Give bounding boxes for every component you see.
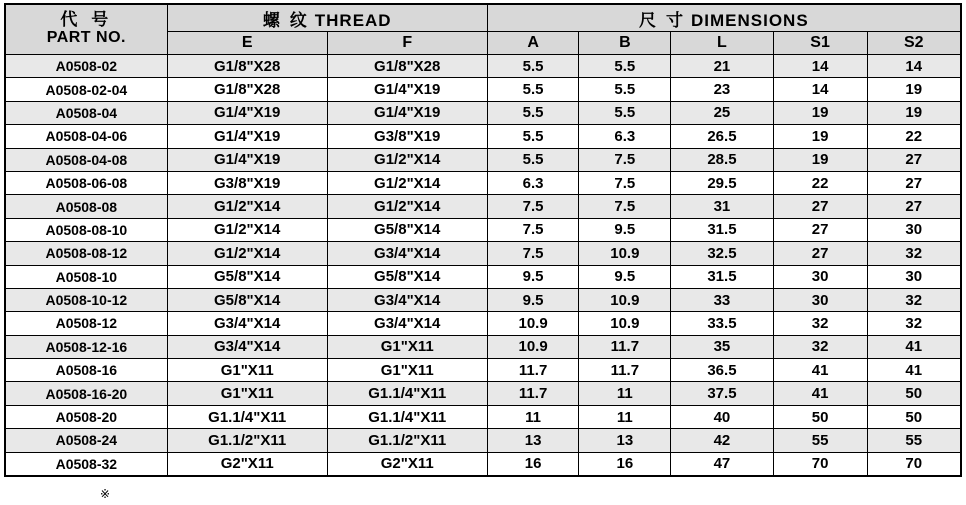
cell-dim-a: 7.5	[487, 242, 579, 265]
cell-dim-a: 11.7	[487, 359, 579, 382]
cell-dim-s1: 27	[773, 195, 867, 218]
cell-thread-e: G5/8"X14	[167, 265, 327, 288]
header-part-no	[5, 4, 167, 55]
cell-dim-l: 31	[671, 195, 773, 218]
cell-dim-a: 7.5	[487, 218, 579, 241]
table-row	[5, 171, 961, 194]
cell-thread-e: G1/4"X19	[167, 101, 327, 124]
cell-thread-f: G1/8"X28	[327, 55, 487, 78]
header-dimensions-cn: 尺 寸	[639, 10, 685, 31]
cell-dim-s2: 27	[867, 195, 961, 218]
cell-part-no: A0508-04-06	[5, 125, 167, 148]
cell-dim-l: 28.5	[671, 148, 773, 171]
header-thread-cn: 螺 纹	[262, 10, 309, 31]
cell-thread-f: G1"X11	[327, 359, 487, 382]
cell-thread-f: G1/2"X14	[327, 148, 487, 171]
header-thread-en: THREAD	[314, 10, 392, 30]
cell-dim-s1: 50	[773, 405, 867, 428]
cell-thread-e: G1/8"X28	[167, 55, 327, 78]
cell-dim-b: 11.7	[579, 335, 671, 358]
cell-part-no: A0508-24	[5, 429, 167, 452]
cell-dim-b: 5.5	[579, 55, 671, 78]
cell-thread-e: G1"X11	[167, 359, 327, 382]
cell-dim-s2: 22	[867, 125, 961, 148]
cell-dim-b: 7.5	[579, 148, 671, 171]
cell-dim-a: 5.5	[487, 148, 579, 171]
cell-dim-b: 9.5	[579, 218, 671, 241]
cell-thread-e: G1/2"X14	[167, 242, 327, 265]
cell-part-no: A0508-10	[5, 265, 167, 288]
cell-thread-f: G3/4"X14	[327, 242, 487, 265]
cell-dim-l: 37.5	[671, 382, 773, 405]
cell-dim-a: 5.5	[487, 101, 579, 124]
cell-dim-s2: 27	[867, 148, 961, 171]
cell-dim-l: 33	[671, 288, 773, 311]
cell-dim-a: 10.9	[487, 312, 579, 335]
cell-dim-s1: 19	[773, 101, 867, 124]
cell-dim-s2: 55	[867, 429, 961, 452]
cell-dim-l: 29.5	[671, 171, 773, 194]
cell-dim-s2: 32	[867, 288, 961, 311]
table-row	[5, 359, 961, 382]
cell-thread-f: G2"X11	[327, 452, 487, 476]
cell-dim-s2: 41	[867, 359, 961, 382]
cell-dim-l: 32.5	[671, 242, 773, 265]
cell-dim-a: 6.3	[487, 171, 579, 194]
cell-thread-f: G1.1/4"X11	[327, 382, 487, 405]
table-row	[5, 335, 961, 358]
cell-dim-a: 7.5	[487, 195, 579, 218]
header-part-no-en: PART NO.	[46, 29, 126, 47]
cell-dim-s1: 32	[773, 312, 867, 335]
table-row	[5, 55, 961, 78]
table-row	[5, 312, 961, 335]
cell-dim-s1: 30	[773, 288, 867, 311]
cell-dim-l: 36.5	[671, 359, 773, 382]
cell-dim-l: 31.5	[671, 265, 773, 288]
table-row	[5, 218, 961, 241]
table-row	[5, 148, 961, 171]
cell-thread-e: G1.1/4"X11	[167, 405, 327, 428]
cell-dim-s2: 19	[867, 101, 961, 124]
cell-thread-f: G1"X11	[327, 335, 487, 358]
cell-dim-a: 5.5	[487, 78, 579, 101]
cell-part-no: A0508-08-10	[5, 218, 167, 241]
cell-dim-s2: 30	[867, 218, 961, 241]
header-group-dimensions	[487, 4, 961, 32]
cell-part-no: A0508-04	[5, 101, 167, 124]
table-row	[5, 429, 961, 452]
cell-thread-f: G3/4"X14	[327, 288, 487, 311]
table-row	[5, 242, 961, 265]
table-body	[5, 55, 961, 477]
header-part-no-cn: 代 号	[60, 10, 113, 31]
table-row	[5, 195, 961, 218]
footnote: ※	[100, 487, 111, 501]
cell-dim-l: 40	[671, 405, 773, 428]
cell-thread-f: G1/4"X19	[327, 101, 487, 124]
cell-dim-b: 11.7	[579, 359, 671, 382]
table-row	[5, 78, 961, 101]
cell-dim-b: 6.3	[579, 125, 671, 148]
cell-dim-s2: 32	[867, 242, 961, 265]
header-col-s1: S1	[773, 32, 867, 55]
cell-dim-b: 11	[579, 382, 671, 405]
cell-dim-a: 11.7	[487, 382, 579, 405]
table-row	[5, 452, 961, 476]
table-row	[5, 405, 961, 428]
cell-dim-b: 7.5	[579, 171, 671, 194]
cell-thread-f: G5/8"X14	[327, 218, 487, 241]
cell-dim-l: 21	[671, 55, 773, 78]
header-col-l: L	[671, 32, 773, 55]
cell-thread-f: G3/4"X14	[327, 312, 487, 335]
cell-thread-e: G1/2"X14	[167, 218, 327, 241]
table-row	[5, 382, 961, 405]
cell-dim-s2: 70	[867, 452, 961, 476]
cell-dim-s1: 27	[773, 218, 867, 241]
cell-part-no: A0508-04-08	[5, 148, 167, 171]
cell-dim-b: 10.9	[579, 242, 671, 265]
cell-dim-b: 10.9	[579, 312, 671, 335]
cell-dim-b: 16	[579, 452, 671, 476]
cell-thread-e: G3/8"X19	[167, 171, 327, 194]
cell-dim-l: 42	[671, 429, 773, 452]
header-col-b: B	[579, 32, 671, 55]
table-row	[5, 288, 961, 311]
cell-thread-f: G1.1/4"X11	[327, 405, 487, 428]
cell-part-no: A0508-12	[5, 312, 167, 335]
cell-dim-s1: 55	[773, 429, 867, 452]
cell-dim-s1: 70	[773, 452, 867, 476]
cell-thread-f: G3/8"X19	[327, 125, 487, 148]
cell-part-no: A0508-10-12	[5, 288, 167, 311]
cell-part-no: A0508-06-08	[5, 171, 167, 194]
header-group-thread	[167, 4, 487, 32]
cell-part-no: A0508-32	[5, 452, 167, 476]
cell-dim-s2: 32	[867, 312, 961, 335]
cell-part-no: A0508-16-20	[5, 382, 167, 405]
cell-dim-a: 11	[487, 405, 579, 428]
cell-thread-e: G1"X11	[167, 382, 327, 405]
cell-dim-l: 47	[671, 452, 773, 476]
cell-dim-b: 5.5	[579, 78, 671, 101]
cell-part-no: A0508-16	[5, 359, 167, 382]
cell-dim-l: 26.5	[671, 125, 773, 148]
cell-thread-f: G1/2"X14	[327, 171, 487, 194]
cell-dim-l: 31.5	[671, 218, 773, 241]
cell-dim-s1: 41	[773, 382, 867, 405]
cell-thread-f: G1/4"X19	[327, 78, 487, 101]
cell-dim-s2: 19	[867, 78, 961, 101]
cell-thread-e: G3/4"X14	[167, 312, 327, 335]
cell-dim-s1: 41	[773, 359, 867, 382]
cell-dim-a: 5.5	[487, 55, 579, 78]
table-row	[5, 125, 961, 148]
cell-thread-e: G1.1/2"X11	[167, 429, 327, 452]
cell-dim-b: 10.9	[579, 288, 671, 311]
cell-dim-s1: 22	[773, 171, 867, 194]
cell-dim-b: 7.5	[579, 195, 671, 218]
cell-dim-a: 13	[487, 429, 579, 452]
specification-table	[4, 3, 962, 477]
cell-dim-s1: 14	[773, 78, 867, 101]
header-col-a: A	[487, 32, 579, 55]
cell-thread-f: G1.1/2"X11	[327, 429, 487, 452]
cell-dim-s1: 19	[773, 125, 867, 148]
cell-dim-l: 23	[671, 78, 773, 101]
cell-dim-s2: 30	[867, 265, 961, 288]
cell-thread-e: G1/8"X28	[167, 78, 327, 101]
cell-thread-f: G5/8"X14	[327, 265, 487, 288]
cell-thread-e: G1/4"X19	[167, 125, 327, 148]
cell-part-no: A0508-12-16	[5, 335, 167, 358]
cell-part-no: A0508-08	[5, 195, 167, 218]
cell-dim-s2: 50	[867, 382, 961, 405]
cell-dim-b: 13	[579, 429, 671, 452]
cell-dim-s1: 27	[773, 242, 867, 265]
table-row	[5, 101, 961, 124]
cell-dim-s2: 41	[867, 335, 961, 358]
cell-dim-a: 5.5	[487, 125, 579, 148]
cell-thread-e: G3/4"X14	[167, 335, 327, 358]
cell-dim-a: 9.5	[487, 265, 579, 288]
cell-dim-s1: 14	[773, 55, 867, 78]
cell-dim-s2: 27	[867, 171, 961, 194]
cell-dim-a: 10.9	[487, 335, 579, 358]
cell-part-no: A0508-08-12	[5, 242, 167, 265]
cell-dim-s1: 19	[773, 148, 867, 171]
header-col-s2: S2	[867, 32, 961, 55]
cell-thread-e: G5/8"X14	[167, 288, 327, 311]
table-header	[5, 4, 961, 55]
table-row	[5, 265, 961, 288]
cell-thread-e: G1/2"X14	[167, 195, 327, 218]
header-col-f: F	[327, 32, 487, 55]
cell-dim-s1: 32	[773, 335, 867, 358]
cell-part-no: A0508-02	[5, 55, 167, 78]
header-group-row	[5, 4, 961, 32]
cell-dim-s1: 30	[773, 265, 867, 288]
cell-dim-b: 11	[579, 405, 671, 428]
header-col-e: E	[167, 32, 327, 55]
cell-dim-s2: 50	[867, 405, 961, 428]
cell-thread-e: G2"X11	[167, 452, 327, 476]
cell-dim-l: 25	[671, 101, 773, 124]
cell-thread-e: G1/4"X19	[167, 148, 327, 171]
cell-dim-a: 9.5	[487, 288, 579, 311]
cell-part-no: A0508-20	[5, 405, 167, 428]
cell-thread-f: G1/2"X14	[327, 195, 487, 218]
cell-dim-l: 35	[671, 335, 773, 358]
header-dimensions-en: DIMENSIONS	[690, 10, 809, 30]
cell-dim-a: 16	[487, 452, 579, 476]
cell-part-no: A0508-02-04	[5, 78, 167, 101]
cell-dim-b: 5.5	[579, 101, 671, 124]
cell-dim-s2: 14	[867, 55, 961, 78]
cell-dim-l: 33.5	[671, 312, 773, 335]
cell-dim-b: 9.5	[579, 265, 671, 288]
